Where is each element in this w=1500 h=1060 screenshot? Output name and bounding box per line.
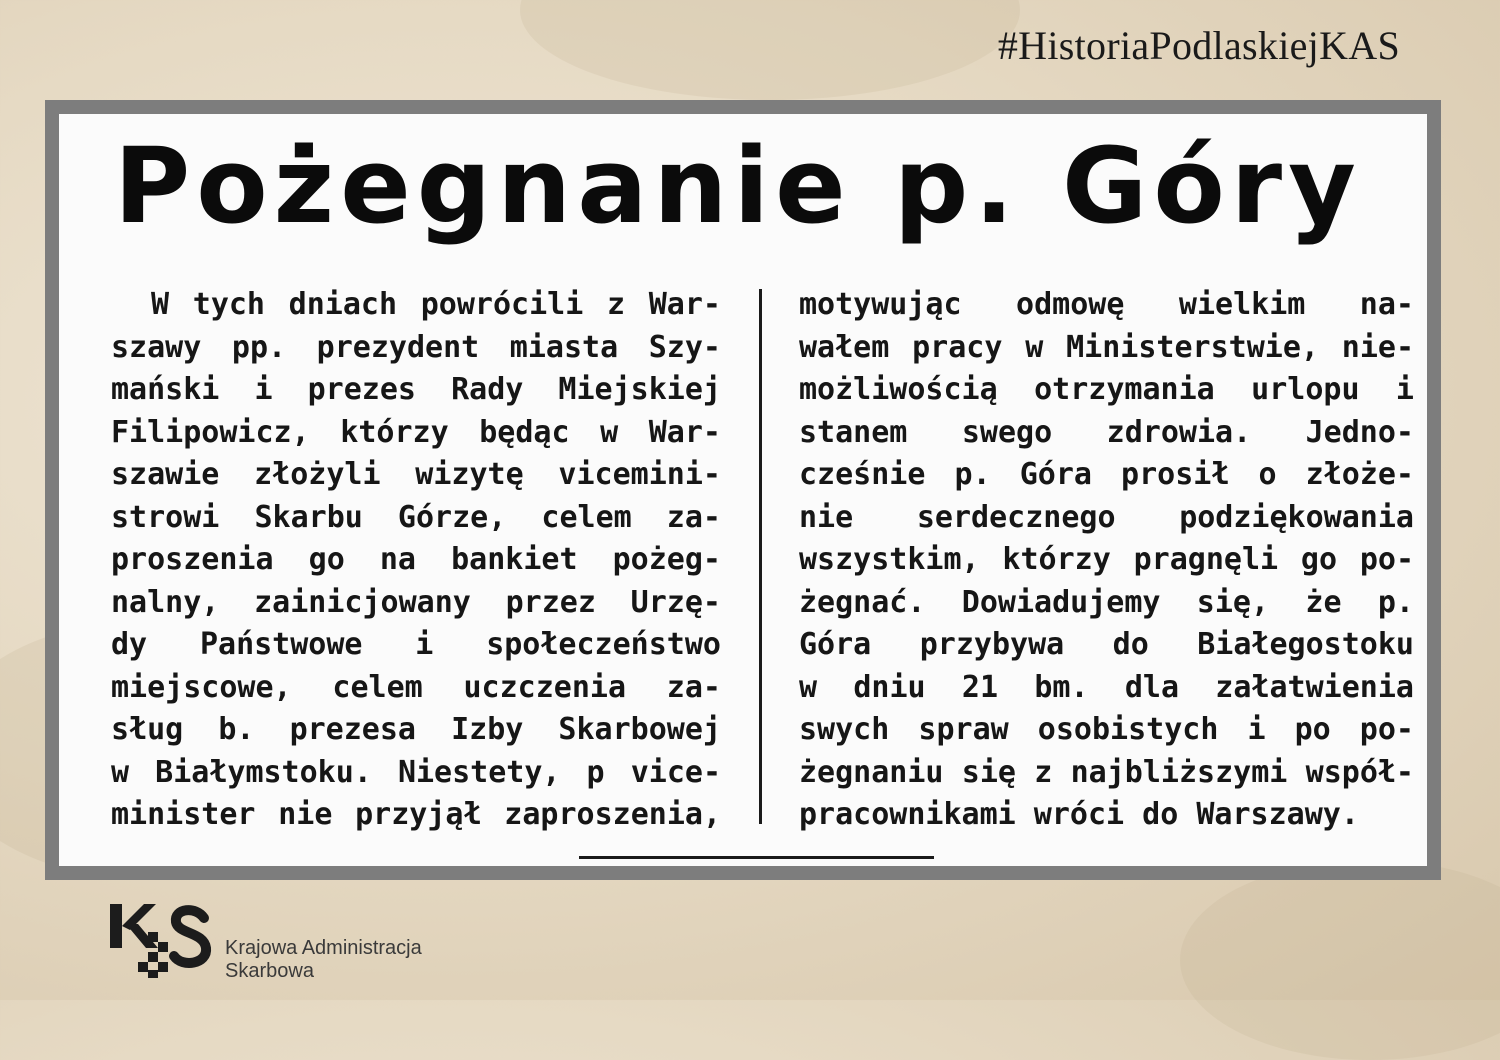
article-line: W tych dniach powrócili z War- [151,287,721,322]
org-name-line2: Skarbowa [225,960,314,982]
article-line: wszystkim, którzy pragnęli go po- [799,542,1414,577]
article-line: Filipowicz, którzy będąc w War- [111,414,721,450]
article-line: żegnaniu się z najbliższymi współ- [799,754,1414,790]
article-line: w Białymstoku. Niestety, p vice- [111,754,721,790]
article-left-column [111,284,721,837]
article-line: proszenia go na bankiet pożeg- [111,542,721,577]
article-line: sług b. prezesa Izby Skarbowej [111,712,721,747]
article-line: minister nie przyjął zaproszenia, [111,797,721,832]
article-line: stanem swego zdrowia. Jedno- [799,414,1414,450]
article-headline: Pożegnanie p. Góry [114,125,1362,247]
article-line: motywując odmowę wielkim na- [799,287,1414,322]
end-rule [579,856,934,859]
article-line: miejscowe, celem uczczenia za- [111,669,721,705]
article-line: nie serdecznego podziękowania [799,499,1414,535]
article-line: wałem pracy w Ministerstwie, nie- [799,329,1414,365]
newspaper-clipping [59,114,1427,866]
article-right-column [799,284,1414,837]
article-line: szawie złożyli wizytę vicemini- [111,457,721,492]
clipping-frame [45,100,1441,880]
hashtag-heading: #HistoriaPodlaskiejKAS [997,23,1400,68]
article-line: w dniu 21 bm. dla załatwienia [799,669,1414,705]
org-name-line1: Krajowa Administracja [225,937,422,959]
article-line: dy Państwowe i społeczeństwo [111,627,721,662]
article-line: cześnie p. Góra prosił o złoże- [799,457,1414,492]
article-line: żegnać. Dowiadujemy się, że p. [799,584,1414,620]
article-line: swych spraw osobistych i po po- [799,712,1414,747]
article-line: Góra przybywa do Białegostoku [799,627,1414,662]
kas-logo-icon [108,902,218,980]
column-divider [759,289,762,824]
article-line: nalny, zainicjowany przez Urzę- [111,584,721,620]
article-line: możliwością otrzymania urlopu i [799,372,1414,407]
article-line: szawy pp. prezydent miasta Szy- [111,329,721,365]
article-line: mański i prezes Rady Miejskiej [111,372,721,407]
article-line: pracownikami wróci do Warszawy. [799,797,1359,832]
article-line: strowi Skarbu Górze, celem za- [111,499,721,535]
